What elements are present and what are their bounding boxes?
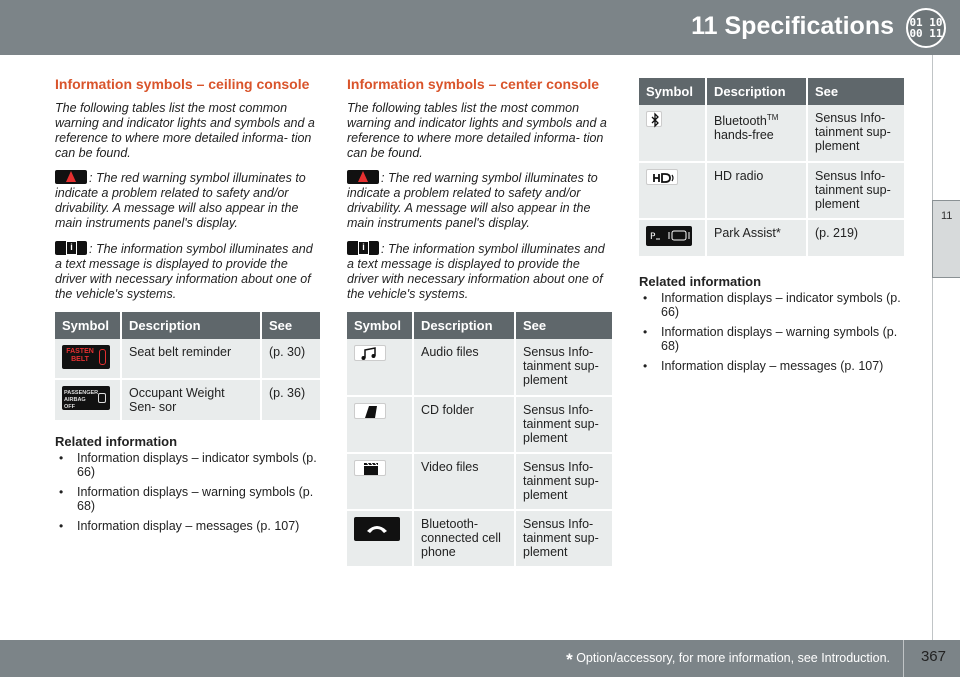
description-cell: Occupant Weight Sen- sor [121,379,261,421]
see-cell[interactable]: Sensus Info- tainment sup- plement [515,510,612,567]
related-information-list [639,291,904,373]
related-link[interactable]: • Information displays – indicator symbols (p. 66) [639,291,904,319]
ceiling-console-section [55,76,320,539]
symbol-cell [347,453,413,510]
related-link[interactable]: • Information displays – warning symbols (p. 68) [639,325,904,353]
information-icon [55,241,87,255]
warning-note-text: : The red warning symbol illuminates to indicate a problem related to safety and/or drivability. A message will also appear in the main instruments panel's display. [347,171,598,230]
symbol-cell [347,339,413,396]
see-cell[interactable]: Sensus Info- tainment sup- plement [515,453,612,510]
related-information-heading: Related information [639,274,762,289]
see-cell[interactable]: (p. 219) [807,219,904,257]
footer-option-note [566,650,890,670]
description-cell: CD folder [413,396,515,453]
section-intro: The following tables list the most common warning and indicator lights and symbols and a reference to where more detailed informa- tion can be found. [347,101,607,160]
description-cell [706,105,807,162]
see-cell[interactable]: Sensus Info- tainment sup- plement [515,396,612,453]
info-note-text: : The information symbol illuminates and a text message is displayed to provide the driver with necessary information about one of the vehicle's systems. [347,242,605,301]
column-header-see: See [515,312,612,339]
symbol-cell [639,219,706,257]
table-row [347,339,612,396]
see-cell[interactable]: Sensus Info- tainment sup- plement [515,339,612,396]
table-row [55,339,320,379]
svg-text:P: P [650,232,656,242]
page-number: 367 [920,648,946,665]
table-row [347,396,612,453]
chapter-side-tab-label: 11 [941,210,953,222]
warning-note-text: : The red warning symbol illuminates to indicate a problem related to safety and/or drivability. A message will also appear in the main instruments panel's display. [55,171,306,230]
see-cell[interactable]: Sensus Info- tainment sup- plement [807,105,904,162]
information-icon [347,241,379,255]
side-rule [932,278,933,640]
warning-note [55,170,320,231]
description-cell: Seat belt reminder [121,339,261,379]
side-rule [932,55,933,200]
symbol-cell [55,379,121,421]
music-note-icon [354,345,386,361]
folder-icon [354,403,386,419]
seatbelt-figure [99,349,106,365]
description-cell: Bluetooth- connected cell phone [413,510,515,567]
passenger-airbag-off-icon-text: PASSENGER AIRBAG OFF [64,390,99,410]
symbol-cell [347,510,413,567]
column-header-symbol: Symbol [347,312,413,339]
chapter-title: 11 Specifications [691,12,894,40]
binary-chapter-icon-text: 01 10 00 11 [909,16,943,40]
description-cell: Park Assist* [706,219,807,257]
table-row [347,453,612,510]
symbol-cell [347,396,413,453]
related-link[interactable]: • Information display – messages (p. 107) [639,359,904,373]
footer-note-text: Option/accessory, for more information, see Introduction. [572,651,890,665]
red-warning-triangle-icon [347,170,379,184]
center-console-symbol-table-continued [639,78,904,258]
table-header-row [639,78,904,105]
column-header-description: Description [413,312,515,339]
trademark-superscript: TM [766,113,779,122]
center-console-symbol-table [347,312,612,568]
table-row [55,379,320,421]
center-console-section [347,76,612,568]
symbol-cell [639,162,706,219]
info-note-text: : The information symbol illuminates and a text message is displayed to provide the driver with necessary information about one of the vehicle's systems. [55,242,313,301]
binary-chapter-icon [906,8,946,48]
hd-radio-icon [646,169,678,185]
column-header-see: See [807,78,904,105]
symbol-cell [639,105,706,162]
see-cell[interactable]: Sensus Info- tainment sup- plement [807,162,904,219]
related-link[interactable]: • Information displays – warning symbols (p. 68) [55,485,320,513]
related-information-heading: Related information [55,434,178,449]
description-cell: Audio files [413,339,515,396]
info-note [347,241,612,302]
related-link[interactable]: • Information displays – indicator symbols (p. 66) [55,451,320,479]
warning-note [347,170,612,231]
footer-asterisk: * [566,650,573,669]
red-warning-triangle-icon [55,170,87,184]
description-cell: HD radio [706,162,807,219]
fasten-belt-icon [62,345,110,369]
column-header-symbol: Symbol [55,312,121,339]
seat-figure [98,393,106,403]
passenger-airbag-off-icon [62,386,110,410]
description-text: Bluetooth [714,114,767,129]
see-cell[interactable]: (p. 30) [261,339,320,379]
symbol-cell [55,339,121,379]
table-row [639,219,904,257]
clapperboard-icon [354,460,386,476]
table-row [639,105,904,162]
table-header-row [55,312,320,339]
section-intro: The following tables list the most common warning and indicator lights and symbols and a reference to where more detailed informa- tion can be found. [55,101,315,160]
ceiling-symbol-table [55,312,320,422]
table-row [347,510,612,567]
bluetooth-icon [646,111,662,127]
section-heading: Information symbols – center console [347,76,600,92]
column-header-symbol: Symbol [639,78,706,105]
footer-divider [903,640,904,677]
description-cell: Video files [413,453,515,510]
table-row [639,162,904,219]
related-information-list [55,451,320,533]
fasten-belt-icon-text: FASTEN BELT [66,348,94,363]
center-console-section-continued [639,78,904,379]
park-assist-icon [646,226,692,246]
related-link[interactable]: • Information display – messages (p. 107) [55,519,320,533]
column-header-description: Description [706,78,807,105]
info-note [55,241,320,302]
section-heading: Information symbols – ceiling console [55,76,310,92]
column-header-see: See [261,312,320,339]
phone-icon [354,517,400,541]
see-cell[interactable]: (p. 36) [261,379,320,421]
column-header-description: Description [121,312,261,339]
table-header-row [347,312,612,339]
description-text-continued: hands-free [714,128,774,143]
